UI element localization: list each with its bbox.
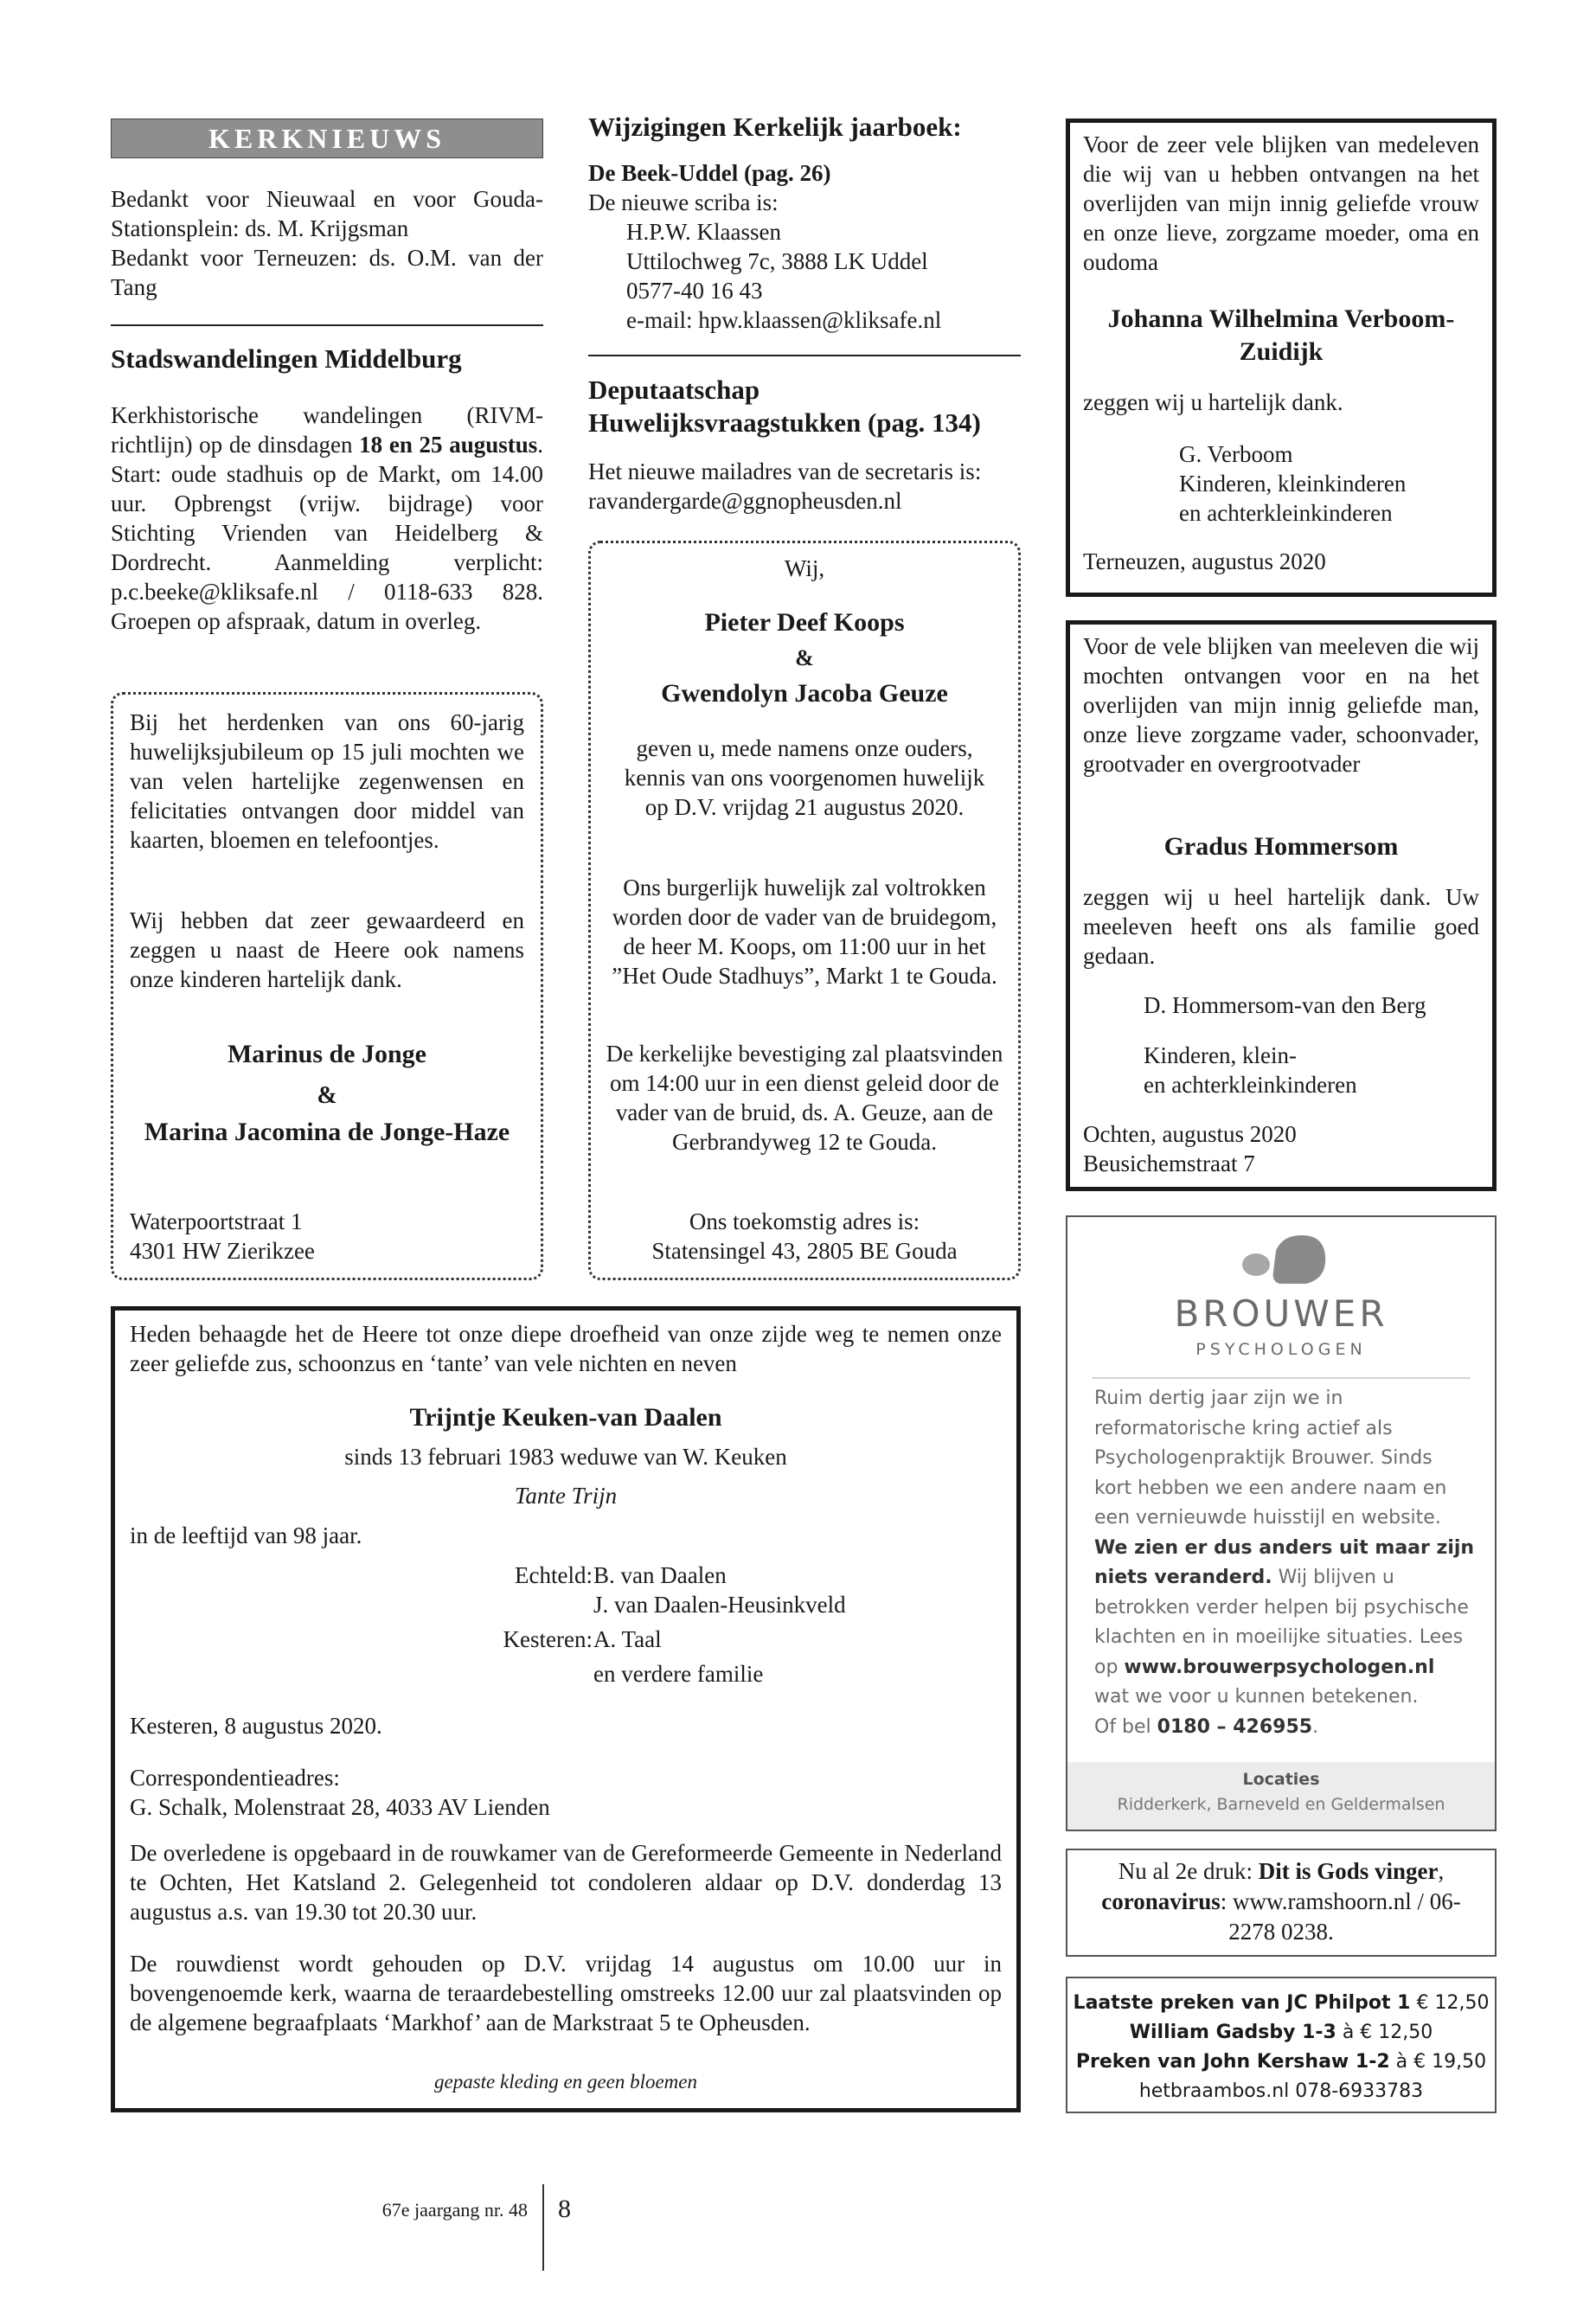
- issue-label: 67e jaargang nr. 48: [381, 2199, 528, 2221]
- verboom-signer-1: G. Verboom: [1179, 441, 1293, 467]
- hommersom-thanks: zeggen wij u heel hartelijk dank. Uw meeleven heeft ons als familie goed gedaan.: [1083, 884, 1479, 969]
- jaarboek-sub: De Beek-Uddel (pag. 26): [588, 160, 831, 186]
- druk-e: : www.ramshoorn.nl / 06-2278 0238.: [1220, 1888, 1461, 1945]
- jubilee-p1: Bij het herdenken van ons 60-jarig huwelijksjubileum op 15 juli mochten we van velen hartelijke zegenwensen en felicitaties ontvangen door middel van kaarten, bloemen en telefoontjes.: [130, 709, 524, 853]
- brouwer-loc: Ridderkerk, Barneveld en Geldermalsen: [1117, 1795, 1445, 1814]
- page-number: 8: [558, 2195, 571, 2223]
- walks-text-a: Kerkhistorische wandelingen (RIVM-richtlijn) op de dinsdagen: [111, 402, 543, 458]
- druk-title: Dit is Gods vinger: [1258, 1858, 1439, 1884]
- druk-c: ,: [1438, 1858, 1445, 1884]
- preken-l3-price: à € 19,50: [1389, 2051, 1487, 2073]
- brouwer-call-line: [1094, 1713, 1475, 1743]
- obit-corr-label: Correspondentieadres:: [130, 1765, 340, 1791]
- preken-line-2: [1069, 2018, 1493, 2048]
- jubilee-name1: Marinus de Jonge: [227, 1040, 426, 1068]
- dep-title: Deputaatschap Huwelijksvraagstukken (pag. 134): [588, 375, 981, 438]
- brouwer-text-6: .: [1312, 1715, 1319, 1738]
- verboom-place: Terneuzen, augustus 2020: [1083, 548, 1326, 574]
- verboom-thanks: zeggen wij u hartelijk dank.: [1083, 389, 1343, 415]
- obit-since: sinds 13 februari 1983 weduwe van W. Keuken: [344, 1444, 787, 1470]
- kerknieuws-title: KERKNIEUWS: [208, 123, 446, 154]
- brouwer-text: [1094, 1384, 1475, 1742]
- preken-l2-price: à € 12,50: [1336, 2022, 1433, 2043]
- jaarboek-line-2: Uttilochweg 7c, 3888 LK Uddel: [626, 248, 928, 274]
- jubilee-addr1: Waterpoortstraat 1: [130, 1208, 303, 1234]
- hommersom-kids-2: en achterkleinkinderen: [1144, 1072, 1357, 1098]
- hommersom-name: Gradus Hommersom: [1163, 832, 1399, 861]
- preken-l1: Laatste preken van JC Philpot 1: [1073, 1992, 1411, 2014]
- verboom-signer-2: Kinderen, kleinkinderen: [1179, 471, 1407, 497]
- preken-line-3: [1069, 2048, 1493, 2077]
- brouwer-loc-title: Locaties: [1242, 1770, 1320, 1789]
- wedding-wij: Wij,: [784, 555, 825, 581]
- obit-footer: gepaste kleding en geen bloemen: [434, 2071, 697, 2093]
- brouwer-phone: 0180 – 426955: [1157, 1715, 1313, 1738]
- obit-echteld-1: B. van Daalen: [593, 1562, 727, 1588]
- walks-text-b: . Start: oude stadhuis op de Markt, om 14.00 uur. Opbrengst (vrijw. bijdrage) voor Stichting Vrienden van Heidelberg & Dordrecht. Aanmelding verplicht: p.c.beeke@kliksafe.nl / 0118-633 828. Groepen op afspraak, datum in overleg.: [111, 432, 543, 634]
- verboom-signer-3: en achterkleinkinderen: [1179, 500, 1393, 526]
- wedding-p4a: Ons toekomstig adres is:: [689, 1208, 920, 1234]
- hommersom-place-2: Beusichemstraat 7: [1083, 1150, 1255, 1176]
- hommersom-place-1: Ochten, augustus 2020: [1083, 1121, 1297, 1147]
- brouwer-brand: BROUWER: [1174, 1292, 1388, 1335]
- divider-col1: [111, 324, 543, 326]
- obit-kesteren-2: en verdere familie: [593, 1661, 764, 1687]
- preken-l1-price: € 12,50: [1410, 1992, 1490, 2014]
- wedding-p3: De kerkelijke bevestiging zal plaatsvinden om 14:00 uur in een dienst geleid door de vader van de bruid, ds. A. Geuze, aan de Gerbrandyweg 12 te Gouda.: [606, 1041, 1003, 1155]
- obit-echteld-label: Echteld:: [515, 1562, 593, 1588]
- obit-age: in de leeftijd van 98 jaar.: [130, 1522, 362, 1548]
- divider-col2: [588, 355, 1021, 356]
- brouwer-rule: [1092, 1377, 1471, 1379]
- verboom-name: Johanna Wilhelmina Verboom-Zuidijk: [1107, 304, 1455, 366]
- preken-l2: William Gadsby 1-3: [1129, 2022, 1336, 2043]
- jaarboek-line-4: e-mail: hpw.klaassen@kliksafe.nl: [626, 307, 942, 333]
- jubilee-name2: Marina Jacomina de Jonge-Haze: [144, 1118, 510, 1146]
- wedding-bride: Gwendolyn Jacoba Geuze: [661, 679, 948, 708]
- wedding-p1: geven u, mede namens onze ouders, kennis van ons voorgenomen huwelijk op D.V. vrijdag 21 augustus 2020.: [624, 735, 985, 820]
- druk-text: [1083, 1856, 1479, 1947]
- obit-name: Trijntje Keuken-van Daalen: [409, 1403, 722, 1432]
- obit-p1: De overledene is opgebaard in de rouwkamer van de Gereformeerde Gemeente in Nederland te Ochten, Het Katsland 2. Gelegenheid tot condoleren aldaar op D.V. donderdag 13 augustus a.s. van 19.30 tot 20.30 uur.: [130, 1840, 1002, 1925]
- wedding-groom: Pieter Deef Koops: [704, 608, 905, 637]
- kerknieuws-header: [111, 119, 543, 158]
- jaarboek-title: Wijzigingen Kerkelijk jaarboek:: [588, 112, 962, 142]
- wedding-p2: Ons burgerlijk huwelijk zal voltrokken worden door de vader van de bruidegom, de heer M. Koops, om 11:00 uur in het ”Het Oude Stadhuys”, Markt 1 te Gouda.: [612, 875, 997, 989]
- obit-echteld-2: J. van Daalen-Heusinkveld: [593, 1592, 846, 1618]
- jaarboek-intro: De nieuwe scriba is:: [588, 189, 779, 215]
- obit-date: Kesteren, 8 augustus 2020.: [130, 1713, 382, 1739]
- hommersom-kids-1: Kinderen, klein-: [1144, 1042, 1297, 1068]
- walks-dates: 18 en 25 augustus: [359, 432, 538, 458]
- obit-nick: Tante Trijn: [514, 1483, 618, 1509]
- brouwer-text-bold: We zien er dus anders uit maar zijn niets veranderd.: [1094, 1536, 1475, 1588]
- footer-divider: [542, 2184, 544, 2271]
- preken-line-4: hetbraambos.nl 078-6933783: [1138, 2080, 1424, 2102]
- brouwer-text-3: Wij blijven u betrokken verder helpen bij psychische klachten en in moeilijke situaties. Lees op: [1094, 1567, 1469, 1678]
- druk-a: Nu al 2e druk:: [1118, 1858, 1259, 1884]
- jaarboek-line-3: 0577-40 16 43: [626, 278, 763, 304]
- brouwer-text-5: Of bel: [1094, 1715, 1157, 1738]
- jubilee-p2: Wij hebben dat zeer gewaardeerd en zeggen u naast de Heere ook namens onze kinderen hartelijk dank.: [130, 907, 524, 992]
- druk-corona: coronavirus: [1101, 1888, 1221, 1914]
- news-item-1: Bedankt voor Nieuwaal en voor Gouda-Stationsplein: ds. M. Krijgsman: [111, 186, 543, 241]
- walks-text: [111, 401, 543, 636]
- obit-kesteren-1: A. Taal: [593, 1626, 662, 1652]
- obit-kesteren-label: Kesteren:: [503, 1626, 593, 1652]
- preken-line-1: [1069, 1989, 1493, 2018]
- preken-l3: Preken van John Kershaw 1-2: [1075, 2051, 1390, 2073]
- hommersom-p1: Voor de vele blijken van meeleven die wij mochten ontvangen voor en na het overlijden van mijn innig geliefde man, onze lieve zorgzame vader, schoonvader, grootvader en overgrootvader: [1083, 633, 1479, 777]
- walks-title: Stadswandelingen Middelburg: [111, 343, 462, 374]
- jubilee-amp: &: [317, 1082, 337, 1109]
- news-item-2: Bedankt voor Terneuzen: ds. O.M. van der Tang: [111, 245, 543, 300]
- obit-p2: De rouwdienst wordt gehouden op D.V. vrijdag 14 augustus om 10.00 uur in bovengenoemde kerk, waarna de teraardebestelling omstreeks 12.00 uur zal plaatsvinden op de algemene begraafplaats ‘Markhof’ aan de Markstraat 5 te Opheusden.: [130, 1951, 1002, 2035]
- hommersom-signer: D. Hommersom-van den Berg: [1144, 992, 1426, 1018]
- brouwer-text-4: wat we voor u kunnen betekenen.: [1094, 1686, 1419, 1708]
- obit-corr: G. Schalk, Molenstraat 28, 4033 AV Lienden: [130, 1794, 550, 1820]
- brouwer-sub: PSYCHOLOGEN: [1195, 1340, 1367, 1359]
- jaarboek-line-1: H.P.W. Klaassen: [626, 219, 781, 245]
- brouwer-website-link[interactable]: www.brouwerpsychologen.nl: [1124, 1656, 1435, 1678]
- brouwer-text-1: Ruim dertig jaar zijn we in reformatorische kring actief als Psychologenpraktijk Brouwer. Sinds kort hebben we een andere naam en een vernieuwde huisstijl en website.: [1094, 1388, 1447, 1529]
- wedding-p4b: Statensingel 43, 2805 BE Gouda: [651, 1238, 958, 1264]
- jubilee-addr2: 4301 HW Zierikzee: [130, 1238, 315, 1264]
- brouwer-logo-icon: [1237, 1228, 1341, 1298]
- wedding-amp: &: [795, 645, 814, 670]
- obit-intro: Heden behaagde het de Heere tot onze diepe droefheid van onze zijde weg te nemen onze zeer geliefde zus, schoonzus en ‘tante’ van vele nichten en neven: [130, 1321, 1002, 1376]
- dep-text: Het nieuwe mailadres van de secretaris is: ravandergarde@ggnopheusden.nl: [588, 458, 982, 514]
- verboom-p1: Voor de zeer vele blijken van medeleven die wij van u hebben ontvangen na het overlijden van mijn innig geliefde vrouw en onze lieve, zorgzame moeder, oma en oudoma: [1083, 131, 1479, 275]
